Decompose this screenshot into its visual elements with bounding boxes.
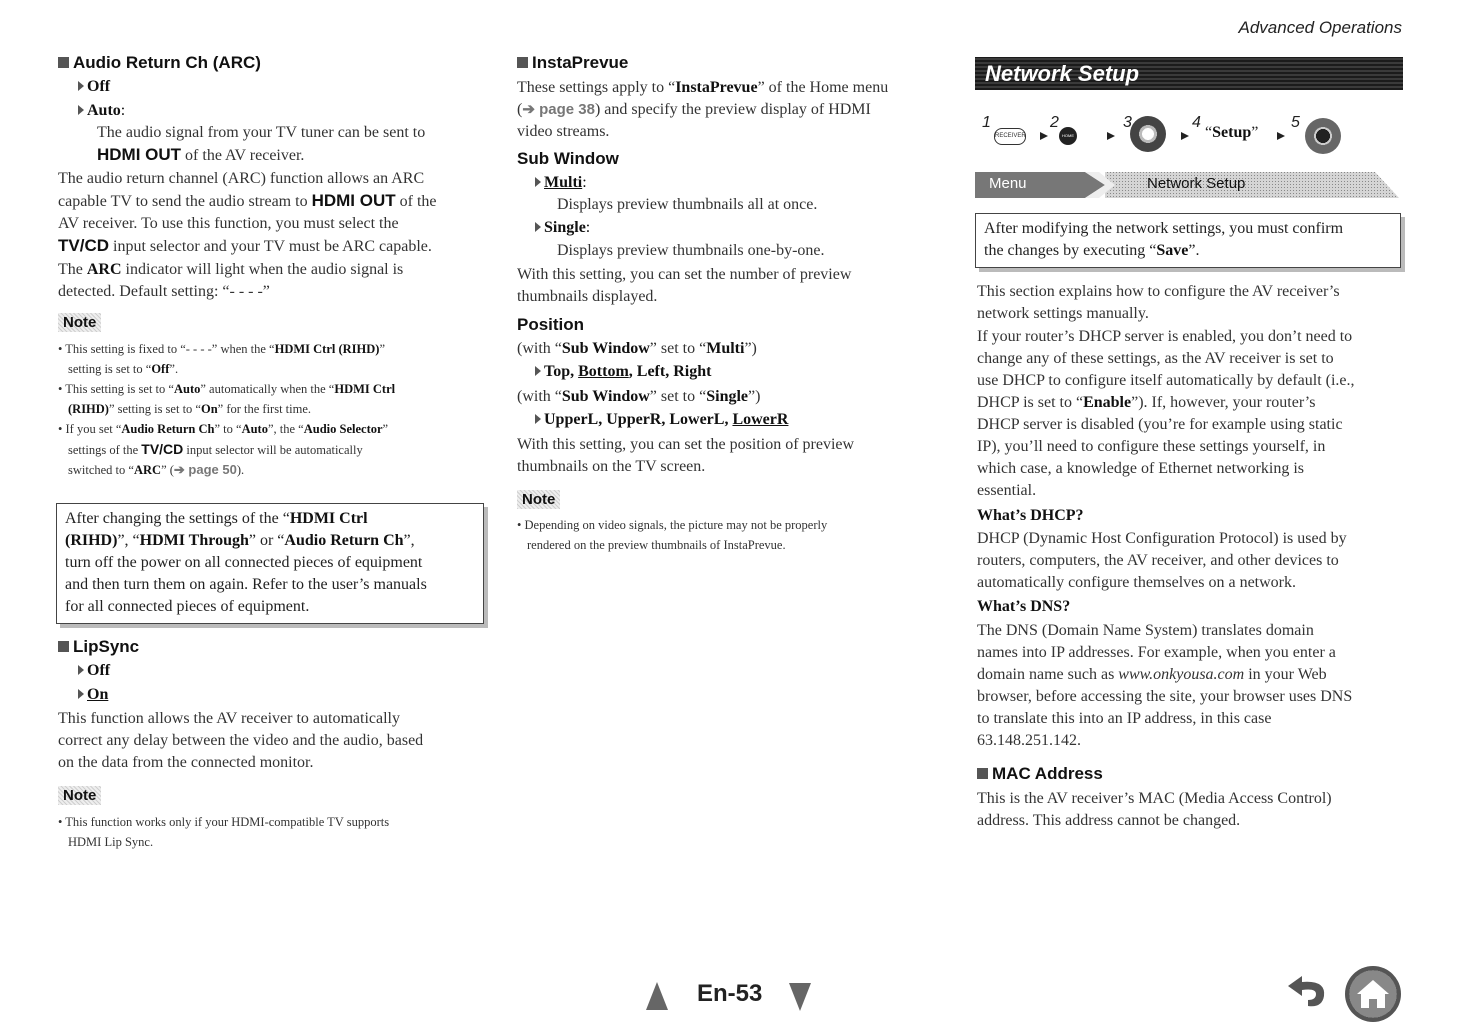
note-item: • This setting is set to “Auto” automatically when the “HDMI Ctrl bbox=[58, 382, 396, 396]
note-label: Note bbox=[58, 786, 101, 805]
position-options-single: UpperL, UpperR, LowerL, LowerR bbox=[535, 411, 788, 429]
arrow-right-icon bbox=[1107, 132, 1115, 140]
setup-label: “Setup” bbox=[1205, 124, 1259, 141]
position-paragraph: With this setting, you can set the position of preview thumbnails on the TV screen. bbox=[517, 436, 855, 475]
step-number: 5 bbox=[1291, 114, 1300, 131]
mac-paragraph: This is the AV receiver’s MAC (Media Access Control) address. This address cannot be changed. bbox=[977, 790, 1332, 829]
note-item: • Depending on video signals, the picture may not be properly bbox=[517, 518, 828, 532]
note-item: • This function works only if your HDMI-compatible TV supports bbox=[58, 815, 390, 829]
prev-page-button[interactable] bbox=[646, 982, 668, 1010]
dns-paragraph: The DNS (Domain Name System) translates domain names into IP addresses. For example, when you enter a domain name such as www.onkyousa.com in your Web browser, before accessing the site, your browser uses DNS to translate this into an IP address, in this case 63.148.251.142. bbox=[977, 622, 1353, 749]
lipsync-option-off: Off bbox=[78, 662, 110, 680]
dhcp-paragraph: DHCP (Dynamic Host Configuration Protocol) is used by routers, computers, the AV receiver, and other devices to automatically configure themselves on a network. bbox=[977, 530, 1347, 591]
subwindow-paragraph: With this setting, you can set the number of preview thumbnails displayed. bbox=[517, 266, 852, 305]
lipsync-notes: • This function works only if your HDMI-compatible TV supports HDMI Lip Sync. bbox=[58, 812, 488, 852]
subwindow-heading: Sub Window bbox=[517, 149, 619, 168]
subwindow-multi-desc: Displays preview thumbnails all at once. bbox=[557, 196, 818, 213]
arc-option-off: Off bbox=[78, 78, 110, 96]
page-link[interactable]: ➔ page 38 bbox=[522, 101, 595, 118]
dhcp-question: What’s DHCP? bbox=[977, 507, 1084, 524]
bullet-square-icon bbox=[58, 57, 69, 68]
steps-row bbox=[980, 112, 1400, 162]
arrow-right-icon bbox=[1040, 132, 1048, 140]
step-number: 1 bbox=[982, 114, 991, 131]
cursor-pad-icon bbox=[1130, 116, 1166, 152]
menu-path-bar bbox=[975, 172, 1399, 198]
subwindow-single-desc: Displays preview thumbnails one-by-one. bbox=[557, 242, 825, 259]
bullet-square-icon bbox=[58, 641, 69, 652]
arrow-right-icon bbox=[535, 414, 541, 424]
mac-address-heading: MAC Address bbox=[977, 764, 1103, 784]
note-item: • If you set “Audio Return Ch” to “Auto”, the “Audio Selector” bbox=[58, 422, 389, 436]
arc-heading: Audio Return Ch (ARC) bbox=[58, 53, 261, 73]
bullet-square-icon bbox=[517, 57, 528, 68]
step-number: 4 bbox=[1192, 114, 1201, 131]
back-icon[interactable] bbox=[1278, 972, 1334, 1010]
arrow-right-icon bbox=[1181, 132, 1189, 140]
arrow-right-icon bbox=[1277, 132, 1285, 140]
subwindow-option-multi: Multi: bbox=[535, 174, 587, 192]
note-item: • This setting is fixed to “- - - -” when the “HDMI Ctrl (RIHD)” bbox=[58, 342, 386, 356]
arc-auto-description: The audio signal from your TV tuner can be sent to HDMI OUT of the AV receiver. bbox=[97, 124, 426, 164]
hdmi-caution-box: After changing the settings of the “HDMI Ctrl (RIHD)”, “HDMI Through” or “Audio Return Ch”, turn off the power on all connected pieces of equipment and then turn them on again. Refer to the user’s manuals for all connected pieces of equipment. bbox=[56, 503, 484, 624]
position-condition-multi: (with “Sub Window” set to “Multi”) bbox=[517, 340, 757, 357]
instaprevue-notes: • Depending on video signals, the picture may not be properly rendered on the preview thumbnails of InstaPrevue. bbox=[517, 515, 937, 555]
arrow-right-icon bbox=[535, 177, 541, 187]
page-link[interactable]: ➔ page 50 bbox=[173, 462, 237, 477]
network-setup-banner: Network Setup bbox=[975, 57, 1403, 90]
network-paragraph-1: This section explains how to configure the AV receiver’s network settings manually. bbox=[977, 283, 1340, 322]
save-caution-box: After modifying the network settings, you must confirm the changes by executing “Save”. bbox=[975, 213, 1401, 268]
step-number: 3 bbox=[1123, 114, 1132, 131]
instaprevue-paragraph: These settings apply to “InstaPrevue” of the Home menu (➔ page 38) and specify the preview display of HDMI video streams. bbox=[517, 79, 889, 140]
arrow-right-icon bbox=[78, 689, 84, 699]
network-setup-label: Network Setup bbox=[1147, 175, 1246, 192]
position-condition-single: (with “Sub Window” set to “Single”) bbox=[517, 388, 761, 405]
step-number: 2 bbox=[1050, 114, 1059, 131]
position-options-multi: Top, Bottom, Left, Right bbox=[535, 363, 711, 381]
page-number: En-53 bbox=[697, 980, 763, 1007]
receiver-button-icon: RECEIVER bbox=[994, 128, 1026, 145]
arc-paragraph-1: The audio return channel (ARC) function allows an ARC capable TV to send the audio stream to HDMI OUT of the AV receiver. To use this function, you must select the TV/CD input selector and your TV must be ARC capable. bbox=[58, 170, 437, 255]
note-label: Note bbox=[517, 490, 560, 509]
arrow-right-icon bbox=[535, 366, 541, 376]
menu-label: Menu bbox=[989, 175, 1027, 192]
note-label: Note bbox=[58, 313, 101, 332]
home-button-icon: HOME bbox=[1059, 127, 1077, 145]
lipsync-heading: LipSync bbox=[58, 637, 139, 657]
arc-paragraph-2: The ARC indicator will light when the audio signal is detected. Default setting: “- - - -” bbox=[58, 261, 404, 300]
position-heading: Position bbox=[517, 315, 585, 334]
instaprevue-heading: InstaPrevue bbox=[517, 53, 628, 73]
arc-option-auto: Auto: bbox=[78, 102, 125, 120]
bullet-square-icon bbox=[977, 768, 988, 779]
enter-pad-icon bbox=[1305, 118, 1341, 154]
home-icon[interactable] bbox=[1345, 966, 1401, 1022]
subwindow-option-single: Single: bbox=[535, 219, 590, 237]
arrow-right-icon bbox=[535, 222, 541, 232]
network-paragraph-2: If your router’s DHCP server is enabled, you don’t need to change any of these settings, as the AV receiver is set to use DHCP to configure itself automatically by default (i.e., DHCP is set to “Enable”). If, however, your router’s DHCP server is disabled (you’re for example using static IP), you’ll need to configure these settings yourself, in which case, a knowledge of Ethernet networking is essential. bbox=[977, 328, 1355, 499]
next-page-button[interactable] bbox=[789, 983, 811, 1011]
lipsync-option-on: On bbox=[78, 686, 108, 704]
arrow-right-icon bbox=[78, 665, 84, 675]
dns-question: What’s DNS? bbox=[977, 598, 1071, 615]
arrow-right-icon bbox=[78, 105, 84, 115]
arc-notes: • This setting is fixed to “- - - -” when the “HDMI Ctrl (RIHD)” setting is set to “Off”. • This setting is set to “Auto” automatically when the “HDMI Ctrl (RIHD)” setting is set to “On” for the first time. • If you set “Audio Return Ch” to “Auto”, the “Audio Selector” settings of the TV/CD input selector will be automatically switched to “ARC” (➔ page 50). bbox=[58, 339, 488, 480]
lipsync-paragraph: This function allows the AV receiver to automatically correct any delay between the video and the audio, based on the data from the connected monitor. bbox=[58, 710, 424, 771]
section-title: Advanced Operations bbox=[1238, 18, 1402, 37]
arrow-right-icon bbox=[78, 81, 84, 91]
